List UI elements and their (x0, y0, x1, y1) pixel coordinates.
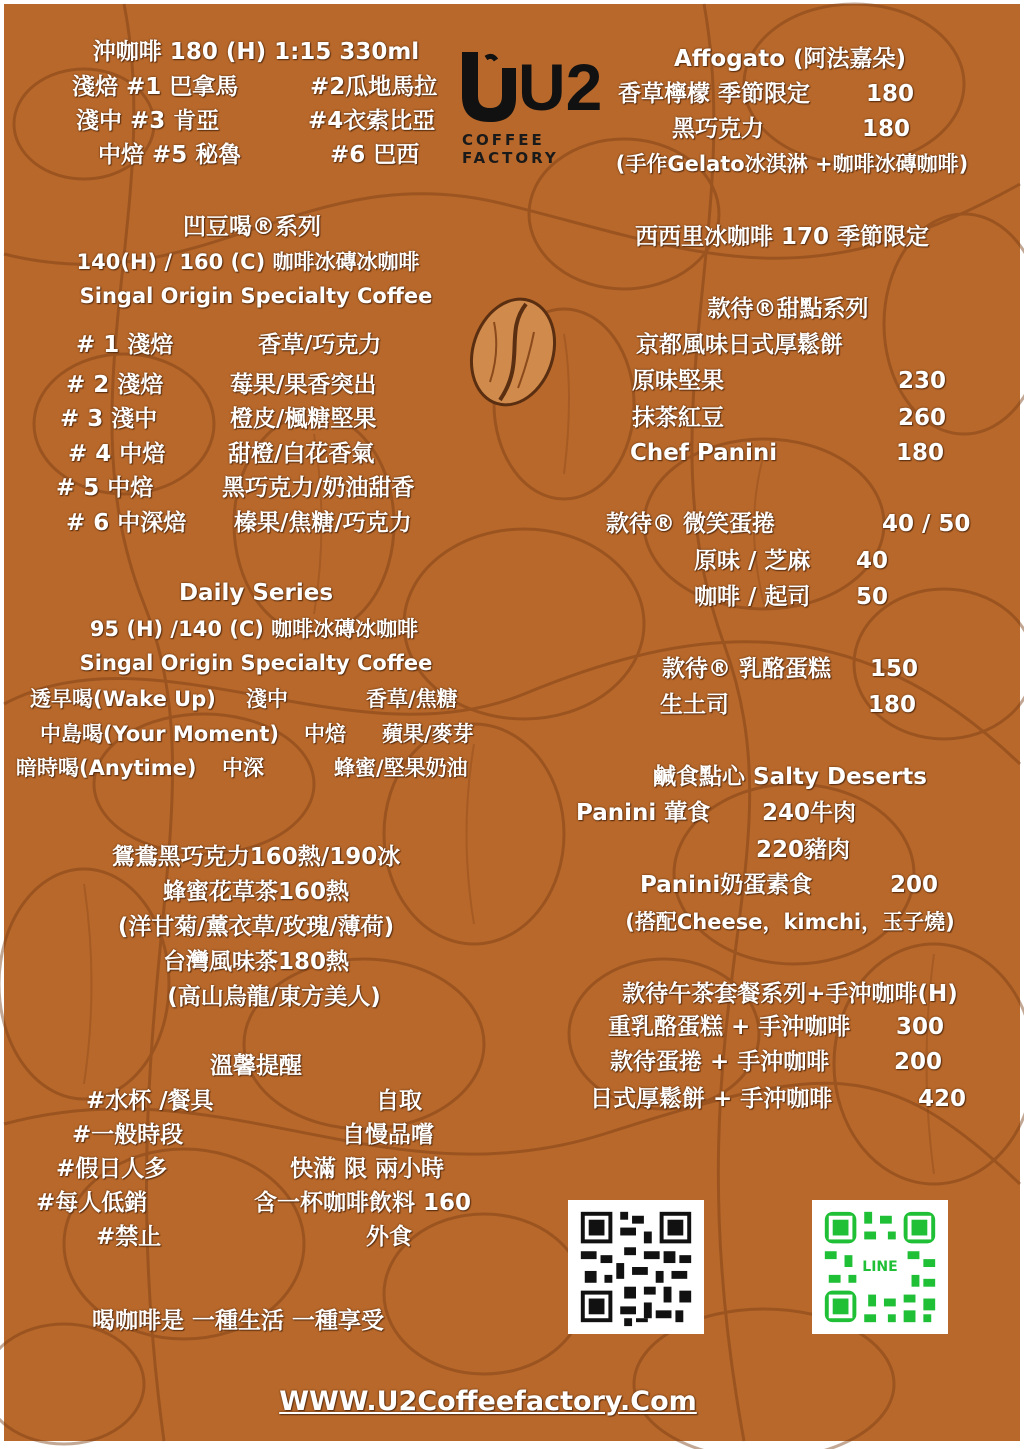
bean-item: 中焙 #5 秘魯 (98, 142, 242, 168)
teaset-item-name: 款待蛋捲 + 手沖咖啡 (610, 1049, 830, 1075)
notice-value: 含一杯咖啡飲料 160 (254, 1190, 472, 1216)
panini-pork: 220豬肉 (756, 837, 851, 863)
teaset-item-price: 200 (894, 1049, 943, 1075)
panini-veg-price: 200 (890, 872, 939, 898)
website-qr-code[interactable] (568, 1200, 704, 1334)
line-label: LINE (862, 1259, 898, 1275)
logo-line2: FACTORY (462, 149, 559, 167)
series1-title: 凹豆喝®系列 (183, 214, 321, 240)
daily-title: Daily Series (178, 580, 334, 606)
notice-value: 自慢品嚐 (342, 1122, 434, 1148)
daily-item-roast: 淺中 (246, 687, 288, 711)
daily-subtitle: Singal Origin Specialty Coffee (79, 651, 433, 675)
series1-price: 140(H) / 160 (C) 咖啡冰磚冰咖啡 (76, 250, 420, 274)
bean-item: 淺焙 #1 巴拿馬 (72, 74, 239, 100)
teaset-item-price: 300 (896, 1014, 945, 1040)
notice-value: 外食 (366, 1224, 412, 1250)
series1-item-no: # 4 中焙 (68, 441, 166, 467)
cheesecake-price: 150 (870, 656, 919, 682)
logo-mark-text: U2 (518, 50, 603, 124)
dessert-item-price: 260 (898, 405, 947, 431)
notice-key: #水杯 /餐具 (86, 1088, 214, 1114)
bean-item: 淺中 #3 肯亞 (76, 108, 220, 134)
panini-beef: 240牛肉 (762, 800, 857, 826)
egg-roll-item-price: 50 (856, 584, 889, 610)
panini-veg: Panini奶蛋素食 (640, 872, 813, 898)
affogato-item-name: 香草檸檬 季節限定 (618, 81, 811, 107)
teaset-title: 款待午茶套餐系列+手沖咖啡(H) (622, 981, 958, 1007)
bean-item: #2瓜地馬拉 (310, 74, 438, 100)
notice-key: #每人低銷 (36, 1190, 148, 1216)
drink-line: 台灣風味茶180熱 (162, 949, 350, 975)
qr-code-icon (568, 1200, 704, 1334)
affogato-item-price: 180 (866, 81, 915, 107)
series1-item-no: # 3 淺中 (60, 406, 158, 432)
dessert-title: 款待®甜點系列 (707, 296, 869, 322)
teaset-item-price: 420 (918, 1086, 967, 1112)
notice-value: 快滿 限 兩小時 (290, 1156, 445, 1182)
affogato-item-name: 黑巧克力 (672, 116, 764, 142)
daily-item-name: 暗時喝(Anytime) (16, 756, 197, 780)
daily-item-roast: 中深 (222, 756, 264, 780)
daily-item-roast: 中焙 (304, 722, 346, 746)
panini-label: Panini 葷食 (576, 800, 711, 826)
notice-key: #假日人多 (56, 1156, 168, 1182)
teaset-item-name: 重乳酪蛋糕 + 手沖咖啡 (608, 1014, 851, 1040)
series1-item-no: # 5 中焙 (56, 475, 154, 501)
series1-item-flavor: 黑巧克力/奶油甜香 (222, 475, 415, 501)
egg-roll-item-name: 原味 / 芝麻 (694, 548, 811, 574)
series1-item-flavor: 莓果/果香突出 (230, 372, 377, 398)
logo-line1: COFFEE (462, 131, 545, 149)
dessert-item-price: 230 (898, 368, 947, 394)
teaset-item-name: 日式厚鬆餅 + 手沖咖啡 (590, 1086, 833, 1112)
series1-item-no: # 1 淺焙 (76, 332, 174, 358)
dessert-item-price: 180 (896, 440, 945, 466)
daily-item-name: 透早喝(Wake Up) (30, 687, 216, 711)
drink-line: 鴛鴦黑巧克力160熱/190冰 (111, 844, 401, 870)
toast-name: 生土司 (660, 692, 729, 718)
pourover-title: 沖咖啡 180 (H) 1:15 330ml (92, 39, 420, 65)
slogan: 喝咖啡是 一種生活 一種享受 (92, 1308, 385, 1334)
affogato-title: Affogato (阿法嘉朵) (673, 46, 907, 72)
toast-price: 180 (868, 692, 917, 718)
egg-roll-price: 40 / 50 (882, 511, 971, 537)
website-link[interactable]: WWW.U2Coffeefactory.Com (279, 1386, 697, 1417)
drink-line: (洋甘菊/薰衣草/玫瑰/薄荷) (117, 914, 395, 940)
affogato-item-price: 180 (862, 116, 911, 142)
daily-price: 95 (H) /140 (C) 咖啡冰磚冰咖啡 (89, 617, 419, 641)
sicily-iced-coffee: 西西里冰咖啡 170 季節限定 (634, 224, 930, 250)
series1-item-flavor: 橙皮/楓糖堅果 (230, 406, 377, 432)
affogato-note: (手作Gelato冰淇淋 +咖啡冰磚咖啡) (615, 152, 969, 176)
dessert-item-name: 抹茶紅豆 (632, 405, 724, 431)
u2-coffee-factory-logo (456, 48, 603, 170)
salty-note: (搭配Cheese，kimchi，玉子燒) (625, 910, 955, 934)
salty-title: 鹹食點心 Salty Deserts (653, 764, 927, 790)
notice-key: #一般時段 (72, 1122, 184, 1148)
coffee-bean-icon (464, 292, 562, 412)
notice-key: #禁止 (96, 1224, 162, 1250)
notice-value: 自取 (376, 1088, 422, 1114)
menu-page (4, 4, 1020, 1441)
dessert-item-name: 原味堅果 (632, 368, 724, 394)
dessert-item-name: Chef Panini (630, 440, 778, 466)
bean-item: #4衣索比亞 (308, 108, 436, 134)
egg-roll-title: 款待® 微笑蛋捲 (606, 511, 776, 537)
series1-item-flavor: 榛果/焦糖/巧克力 (234, 510, 412, 536)
u2-logo-mark (456, 48, 603, 128)
cheesecake-name: 款待® 乳酪蛋糕 (662, 656, 832, 682)
bean-item: #6 巴西 (330, 142, 420, 168)
series1-item-no: # 6 中深焙 (66, 510, 187, 536)
line-qr-code[interactable] (812, 1200, 948, 1334)
daily-item-name: 中島喝(Your Moment) (40, 722, 279, 746)
drink-line: 蜂蜜花草茶160熱 (162, 879, 350, 905)
daily-item-flavor: 蘋果/麥芽 (382, 722, 474, 746)
series1-item-flavor: 甜橙/白花香氣 (228, 441, 375, 467)
egg-roll-item-price: 40 (856, 548, 889, 574)
dessert-subtitle: 京都風味日式厚鬆餅 (636, 332, 843, 358)
series1-subtitle: Singal Origin Specialty Coffee (79, 284, 433, 308)
egg-roll-item-name: 咖啡 / 起司 (694, 584, 811, 610)
series1-item-flavor: 香草/巧克力 (258, 332, 382, 358)
notice-title: 溫馨提醒 (210, 1053, 302, 1079)
daily-item-flavor: 蜂蜜/堅果奶油 (334, 756, 468, 780)
drink-line: (高山烏龍/東方美人) (167, 984, 381, 1010)
daily-item-flavor: 香草/焦糖 (366, 687, 458, 711)
series1-item-no: # 2 淺焙 (66, 372, 164, 398)
